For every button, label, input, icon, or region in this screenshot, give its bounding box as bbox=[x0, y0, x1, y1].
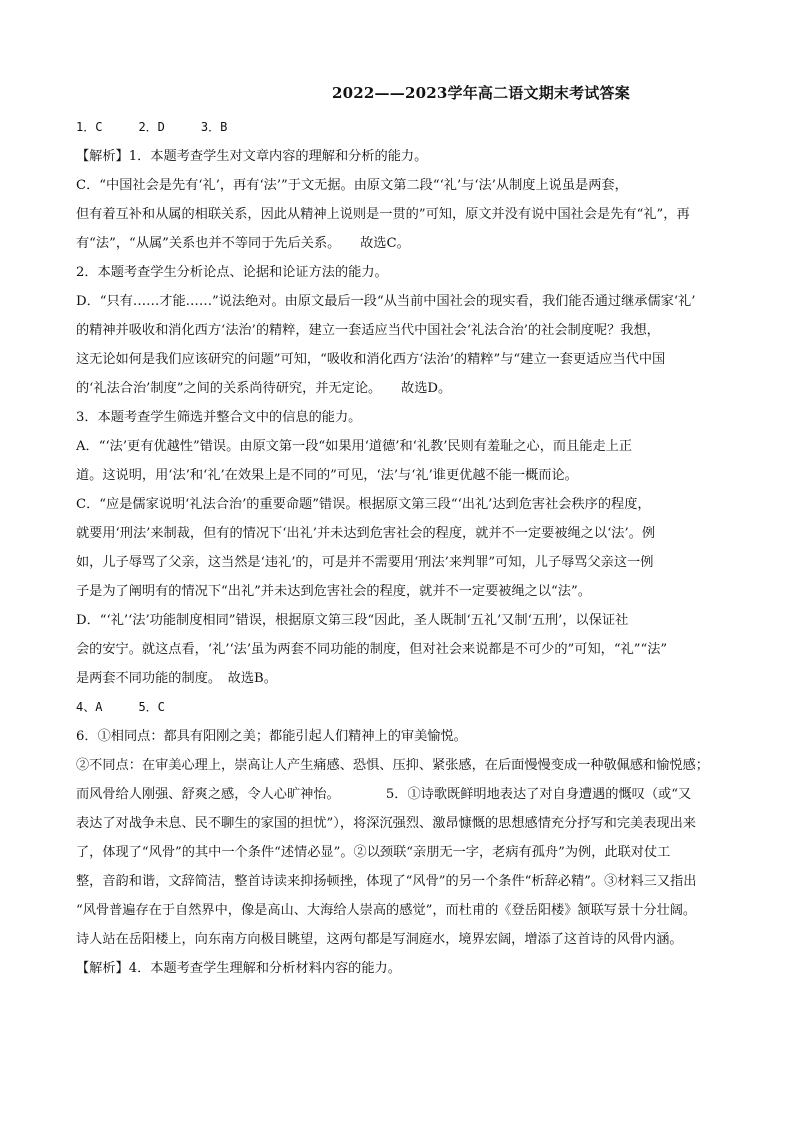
text-line: 子是为了阐明有的情况下“出礼”并未达到危害社会的程度，就并不一定要被绳之以“法”。 bbox=[76, 584, 591, 599]
text-line: D．“只有……才能……”说法绝对。由原文最后一段“从当前中国社会的现实看，我们能否通过继承儒家‘礼’ bbox=[76, 294, 696, 309]
text-line: 6．①相同点：都具有阳刚之美；都能引起人们精神上的审美愉悦。 bbox=[76, 729, 467, 744]
text-line: 是两套不同功能的制度。 故选B。 bbox=[76, 671, 277, 686]
page-title: 2022——2023学年高二语文期末考试答案 bbox=[332, 84, 630, 102]
text-line: A．“‘法’更有优越性”错误。由原文第一段“如果用‘道德’和‘礼教’民则有羞耻之心，而且能走上正 bbox=[76, 439, 633, 454]
text-line: 道。这说明，用‘法’和‘礼’在效果上是不同的”可见，‘法’与‘礼’谁更优越不能一概而论。 bbox=[76, 468, 578, 483]
answer-content bbox=[76, 113, 726, 983]
text-line: 诗人站在岳阳楼上，向东南方向极目眺望，这两句都是写洞庭水，境界宏阔，增添了这首诗的风骨内涵。 bbox=[76, 932, 683, 947]
text-line: 整，音韵和谐，文辞简洁，整首诗读来抑扬顿挫，体现了“风骨”的另一个条件“析辞必精”。③材料三又指出 bbox=[76, 874, 697, 889]
text-line: C．“中国社会是先有‘礼’，再有‘法’”于文无据。由原文第二段“‘礼’与‘法’从制度上说虽是两套， bbox=[76, 178, 628, 193]
text-line: 会的安宁。就这点看，‘礼’‘法’虽为两套不同功能的制度，但对社会来说都是不可少的”可知，“礼”“法” bbox=[76, 642, 668, 657]
text-line: D．“‘礼’‘法’功能制度相同”错误，根据原文第三段“因此，圣人既制‘五礼’又制‘五刑’，以保证社 bbox=[76, 613, 629, 628]
text-line: ②不同点：在审美心理上，崇高让人产生痛感、恐惧、压抑、紧张感，在后面慢慢变成一种敬佩感和愉悦感； bbox=[76, 758, 709, 773]
text-line: 2．本题考查学生分析论点、论据和论证方法的能力。 bbox=[76, 265, 388, 280]
text-line: 【解析】4．本题考查学生理解和分析材料内容的能力。 bbox=[76, 961, 401, 976]
text-line: “风骨普遍存在于自然界中，像是高山、大海给人崇高的感觉”，而杜甫的《登岳阳楼》颔联写景十分壮阔。 bbox=[76, 903, 697, 918]
text-line: 有“法”，“从属”关系也并不等同于先后关系。 故选C。 bbox=[76, 236, 410, 251]
text-line: 但有着互补和从属的相联关系，因此从精神上说则是一贯的”可知，原文并没有说中国社会是先有“礼”，再 bbox=[76, 207, 690, 222]
text-line: C．“应是儒家说明‘礼法合治’的重要命题”错误。根据原文第三段“‘出礼’达到危害社会秩序的程度， bbox=[76, 497, 651, 512]
text-line: 【解析】1．本题考查学生对文章内容的理解和分析的能力。 bbox=[76, 149, 428, 164]
text-line: 了，体现了“风骨”的其中一个条件“述情必显”。②以颈联“亲朋无一字，老病有孤舟”为例，此联对仗工 bbox=[76, 845, 671, 860]
text-line: 而风骨给人刚强、舒爽之感，令人心旷神怡。 5．①诗歌既鲜明地表达了对自身遭遇的慨叹（或“又 bbox=[76, 787, 692, 802]
text-line: 这无论如何是我们应该研究的问题”可知，“吸收和消化西方‘法治’的精粹”与“建立一套更适应当代中国 bbox=[76, 352, 666, 367]
text-line: 如，儿子辱骂了父亲，这当然是‘违礼’的，可是并不需要用‘刑法’来判罪”可知，儿子辱骂父亲这一例 bbox=[76, 555, 654, 570]
text-line: 1．C 2．D 3．B bbox=[76, 120, 228, 134]
text-line: 表达了对战争未息、民不聊生的家国的担忧”），将深沉强烈、激昂慷慨的思想感情充分抒写和完美表现出来 bbox=[76, 816, 696, 831]
text-line: 4、A 5．C bbox=[76, 700, 165, 714]
text-line: 的‘礼法合治’制度”之间的关系尚待研究，并无定论。 故选D。 bbox=[76, 381, 452, 396]
text-line: 3．本题考查学生筛选并整合文中的信息的能力。 bbox=[76, 410, 362, 425]
text-line: 的精神并吸收和消化西方‘法治’的精粹，建立一套适应当代中国社会‘礼法合治’的社会制度呢？我想， bbox=[76, 323, 660, 338]
text-line: 就要用‘刑法’来制裁，但有的情况下‘出礼’并未达到危害社会的程度，就并不一定要被绳之以‘法’。例 bbox=[76, 526, 656, 541]
